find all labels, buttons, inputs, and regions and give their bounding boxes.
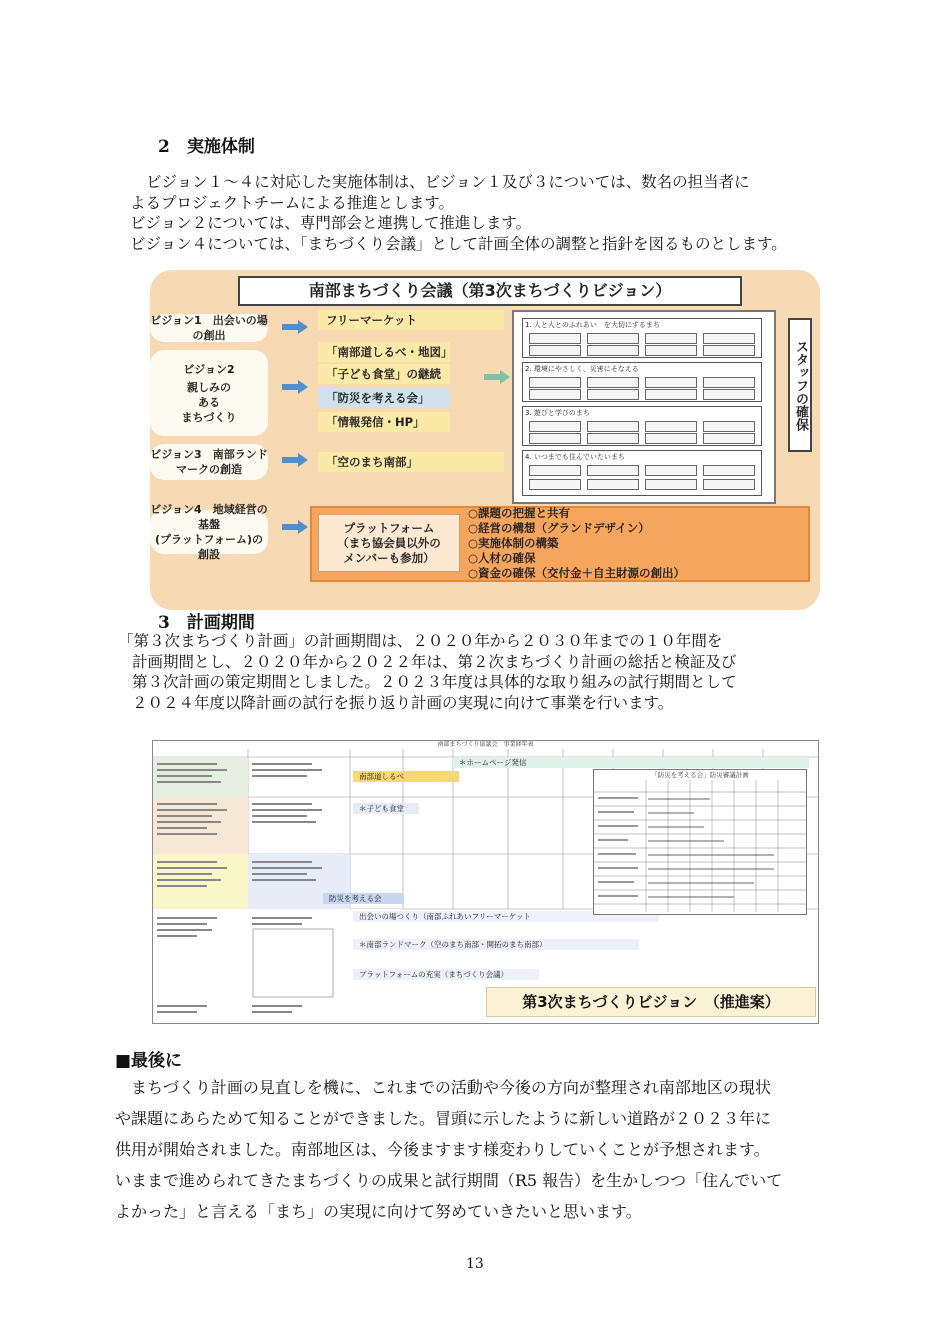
bar-flea-market: 出会いの場つくり（南部ふれあいフリーマーケット xyxy=(353,911,659,922)
panel-block xyxy=(522,450,762,496)
platform-box xyxy=(318,514,460,572)
vision-1-box: ビジョン1 出会いの場の創出 xyxy=(150,314,268,342)
vision-2-label: ビジョン2 xyxy=(183,362,235,376)
text-line: ビジョン１～４に対応した実施体制は、ビジョン１及び３については、数名の担当者に xyxy=(146,173,750,191)
third-vision-label: 第3次まちづくりビジョン （推進案） xyxy=(486,987,816,1017)
text-line: まちづくり計画の見直しを機に、これまでの活動や今後の方向が整理され南部地区の現状 xyxy=(115,1078,771,1097)
v2-item-kids-cafeteria: 「子ども食堂」の継続 xyxy=(318,364,450,384)
bar-landmark: ＊南部ランドマーク（空のまち南部・開拓のまち南部） xyxy=(353,939,639,950)
vision-2-sublabel: 親しみの ある まちづくり xyxy=(181,380,237,424)
vision-3-box: ビジョン3 南部ランドマークの創造 xyxy=(150,444,268,480)
disaster-plan-grid xyxy=(594,780,806,912)
goal-item: ○課題の把握と共有 xyxy=(468,506,571,520)
arrow-right-icon xyxy=(282,520,308,534)
goal-item: ○資金の確保（交付金＋自主財源の創出） xyxy=(468,566,686,580)
section-3-body xyxy=(118,631,737,713)
bar-kids-cafeteria: ＊子ども食堂 xyxy=(353,803,419,814)
text-line: よるプロジェクトチームによる推進とします。 xyxy=(130,193,454,212)
text-line: ビジョン２については、専門部会と連携して推進します。 xyxy=(130,214,532,232)
diagram-title: 南部まちづくり会議（第3次まちづくりビジョン） xyxy=(238,276,742,306)
disaster-plan-table xyxy=(593,769,807,915)
v2-item-info: 「情報発信・HP」 xyxy=(318,412,450,432)
panel-block xyxy=(522,362,762,402)
v2-item-disaster: 「防災を考える会」 xyxy=(318,388,450,408)
page-number: 13 xyxy=(466,1256,484,1272)
goal-item: ○人材の確保 xyxy=(468,551,536,565)
v2-item-map: 「南部道しるべ・地図」 xyxy=(318,342,450,362)
text-line: 第３次計画の策定期間としました。２０２３年度は具体的な取り組みの試行期間として xyxy=(132,673,737,691)
bar-homepage: ＊ホームページ発信 xyxy=(453,757,809,768)
platform-label: プラットフォーム （まち協会員以外の メンバーも参加） xyxy=(337,520,441,565)
closing-heading: ■最後に xyxy=(115,1051,183,1071)
section-2-heading: 2 実施体制 xyxy=(158,137,255,157)
arrow-right-icon xyxy=(282,380,308,394)
vision-2-box xyxy=(150,350,268,436)
text-line: ２０２４年度以降計画の試行を振り返り計画の実現に向けて事業を行います。 xyxy=(132,693,674,712)
text-line: いままで進められてきたまちづくりの成果と試行期間（R5 報告）を生かしつつ「住んでいて xyxy=(115,1171,783,1190)
panel-block xyxy=(522,318,762,358)
text-line: 計画期間とし、２０２０年から２０２２年は、第２次まちづくり計画の総括と検証及び xyxy=(132,652,737,671)
staff-securing-label: スタッフの確保 xyxy=(788,318,812,452)
panel-block-heading: 4. いつまでも住んでいたいまち xyxy=(525,453,625,461)
text-line: ビジョン４については、「まちづくり会議」として計画全体の調整と指針を図るものとします。 xyxy=(130,234,787,253)
implementation-structure-diagram xyxy=(150,270,820,610)
goal-item: ○経営の構想（グランドデザイン） xyxy=(468,521,650,535)
vision-detail-panel xyxy=(512,310,776,504)
text-line: や課題にあらためて知ることができました。冒頭に示したように新しい道路が２０２３年に xyxy=(115,1109,772,1128)
text-line: 「第３次まちづくり計画」の計画期間は、２０２０年から２０３０年までの１０年間を xyxy=(118,632,723,650)
arrow-right-icon xyxy=(484,370,510,384)
disaster-plan-title: 「防災を考える会」防災審議計画 xyxy=(651,771,749,779)
closing-body xyxy=(115,1072,782,1227)
vision-4-box: ビジョン4 地域経営の基盤 (プラットフォーム)の創設 xyxy=(150,503,268,561)
flea-market-item: フリーマーケット xyxy=(318,310,504,330)
bar-platform: プラットフォームの充実（まちづくり会議） xyxy=(353,969,539,980)
panel-block-heading: 1. 人と人とのふれあい を大切にするまち xyxy=(525,321,660,329)
timeline-title: 南部まちづくり協議会 事業経年表 xyxy=(437,741,534,748)
project-timeline-diagram xyxy=(152,740,819,1024)
section-2-body xyxy=(130,172,787,254)
arrow-right-icon xyxy=(282,320,308,334)
text-line: よかった」と言える「まち」の実現に向けて努めていきたいと思います。 xyxy=(115,1202,642,1221)
goal-item: ○実施体制の構築 xyxy=(468,536,559,550)
bar-disaster: 防災を考える会 xyxy=(323,893,404,904)
arrow-right-icon xyxy=(282,453,308,467)
section-3-heading: 3 計画期間 xyxy=(158,613,255,633)
bar-signpost: 南部道しるべ xyxy=(353,771,459,782)
panel-block xyxy=(522,406,762,446)
text-line: 供用が開始されました。南部地区は、今後ますます様変わりしていくことが予想されます。 xyxy=(115,1140,770,1159)
panel-block-heading: 3. 遊びと学びのまち xyxy=(525,409,590,417)
platform-goals xyxy=(468,506,685,581)
v3-item-sky-town: 「空のまち南部」 xyxy=(318,452,504,472)
panel-block-heading: 2. 環境にやさしく、災害にそなえる xyxy=(525,365,639,373)
